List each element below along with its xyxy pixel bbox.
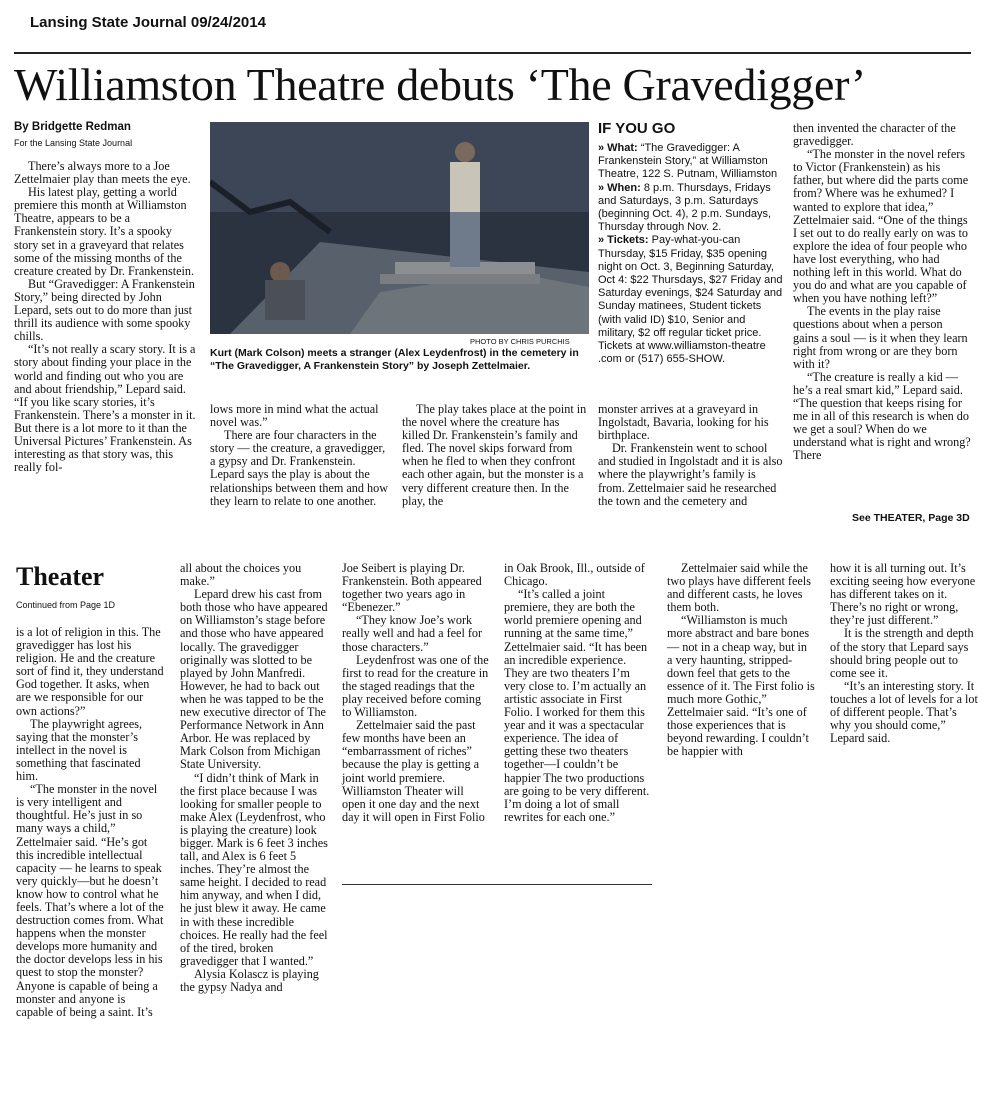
paragraph: “Williamston is much more abstract and bare bones — not in a cheap way, but in a very haunting, stripped-down feel that gets to the essence of it. The First folio is much more Gothic,” Zettelmaier said. “It’s one of those experiences that is beyond rewarding. I couldn’t be happier with [667, 613, 815, 759]
paragraph: The events in the play raise questions about when a person gains a soul — is it when they learn right from wrong or are they born with it? [793, 304, 968, 371]
paragraph: Alysia Kolascz is playing the gypsy Nadya and [180, 966, 319, 994]
article-column-5 [793, 122, 971, 462]
paragraph: monster arrives at a graveyard in Ingolstadt, Bavaria, looking for his birthplace. [598, 402, 769, 443]
paragraph: The play takes place at the point in the novel where the creature has killed Dr. Frankenstein’s family and fled. The novel skips forward from when he fled to when they confront each other again, but the monster is a very different creature then. In the play, the [402, 402, 587, 508]
paragraph: in Oak Brook, Ill., outside of Chicago. [504, 561, 645, 589]
stage-scene-image [210, 122, 589, 334]
paragraph: all about the choices you make.” [180, 561, 302, 589]
tickets-info: » Tickets: Pay-what-you-can Thursday, $15 Friday, $35 opening night on Oct. 3, Beginning Saturday, Oct 4: $22 Thursdays, $27 Friday and Saturday evenings, $24 Saturday and Sunday matinees, Student tickets (with valid ID) $10, Senior and military, $2 off regular ticket price. Tickets at www.williamston-theatre .com or (517) 655-SHOW. [598, 234, 783, 366]
byline: By Bridgette Redman [14, 121, 131, 133]
continued-column-1 [16, 626, 164, 1019]
paragraph: “It’s not really a scary story. It is a story about finding your place in the world and finding out who you are and about friendship,” Lepard said. “If you like scary stories, it’s Frankenstein. There’s a monster in it. But there is a lot more to it than the Universal Pictures’ Frankenstein. As interesting as that story was, this really fol- [14, 342, 196, 475]
paragraph: “The creature is really a kid — he’s a real smart kid,” Lepard said. “The question that keeps rising for me in all of this research is when do we get a soul? When do we understand what is right and wrong? There [793, 369, 971, 463]
article-column-3 [402, 403, 588, 508]
section-divider [342, 884, 652, 885]
paragraph: There’s always more to a Joe Zettelmaier play than meets the eye. [14, 159, 191, 187]
continued-line: Continued from Page 1D [16, 600, 116, 610]
theater-photo [210, 122, 589, 334]
when-info: » When: 8 p.m. Thursdays, Fridays and Saturdays, 3 p.m. Saturdays (beginning Oct. 4), 2 p.m. Sundays, Thursday through Nov. 2. [598, 181, 772, 234]
photo-caption: Kurt (Mark Colson) meets a stranger (Alex Leydenfrost) in the cemetery in “The Gravedigger, A Frankenstein Story” by Joseph Zettelmaier. [210, 347, 579, 372]
paragraph: His latest play, getting a world premiere this month at Williamston Theatre, appears to be a Frankenstein story. It’s a spooky story set in a graveyard that relates some of the missing months of the creature created by Dr. Frankenstein. [14, 185, 195, 278]
paragraph: The playwright agrees, saying that the monster’s intellect in the novel is something that fascinated him. [16, 716, 143, 784]
if-you-go-box [598, 120, 785, 366]
what-info: » What: “The Gravedigger: A Frankenstein Story,” at Williamston Theatre, 122 S. Putnam, Williamston [598, 142, 778, 181]
paragraph: Dr. Frankenstein went to school and studied in Ingolstadt and it is also where the playwright’s family is from. Zettelmaier said he researched the town and the cemetery and [598, 441, 783, 508]
continued-column-5 [667, 562, 815, 758]
dateline: Lansing State Journal 09/24/2014 [30, 14, 266, 31]
paragraph: then invented the character of the gravedigger. [793, 121, 956, 149]
photo-credit: PHOTO BY CHRIS PURCHIS [470, 337, 570, 346]
byline-credit: For the Lansing State Journal [14, 138, 133, 148]
paragraph: But “Gravedigger: A Frankenstein Story,” being directed by John Lepard, sets out to do more than just thrill its audience with some spooky chills. [14, 276, 195, 344]
article-column-1 [14, 160, 196, 474]
header-rule [14, 52, 971, 54]
paragraph: It is the strength and depth of the story that Lepard says should bring people out to come see it. [830, 626, 974, 680]
paragraph: lows more in mind what the actual novel was.” [210, 402, 379, 430]
paragraph: is a lot of religion in this. The gravedigger has lost his religion. He and the creature sort of find it, they understand God together. It asks, when are we responsible for our own actions?” [16, 625, 164, 718]
paragraph: how it is all turning out. It’s exciting seeing how everyone has different takes on it. There’s no right or wrong, they’re just different.” [830, 561, 976, 628]
paragraph: There are four characters in the story — the creature, a gravedigger, a gypsy and Dr. Frankenstein. Lepard says the play is about the relationships between them and how they learn to relate to one another. [210, 428, 389, 508]
jump-line: See THEATER, Page 3D [852, 512, 970, 524]
theater-heading: Theater [16, 562, 105, 591]
continued-column-4 [504, 562, 652, 824]
paragraph: “The monster in the novel is very intelligent and thoughtful. He’s just in so many ways a child,” Zettelmaier said. “He’s got this incredible intellectual capacity — he learns to speak very quickly—but he doesn’t know how to control what he feels. That’s where a lot of the destruction comes from. What happens when the monster develops more humanity and the doctor develops less in his quest to stop the monster? Anyone is capable of being a monster and anyone is capable of being a saint. It’s [16, 782, 164, 1019]
paragraph: “I didn’t think of Mark in the first place because I was looking for smaller people to make Alex (Leydenfrost, who is playing the creature) look bigger. Mark is 6 feet 3 inches tall, and Alex is 6 feet 5 inches. They’re almost the same height. I decided to read him anyway, and when I did, he just blew it away. He came in with these incredible choices. He really had the feel of the tired, broken gravedigger that I wanted.” [180, 770, 328, 968]
paragraph: “It’s called a joint premiere, they are both the world premiere opening and running at the same time,” Zettelmaier said. “It has been an incredible experience. They are two theaters I’m very close to. I’m actually an artistic associate in First Folio. I worked for them this year and it was a spectacular experience. The idea of getting these two theaters together—I couldn’t be happier The two productions are going to be very different. I’m doing a lot of small rewrites for each one.” [504, 587, 650, 824]
paragraph: “They know Joe’s work really well and had a feel for those characters.” [342, 613, 483, 654]
paragraph: Leydenfrost was one of the first to read for the creature in the staged readings that the play received before coming to Williamston. [342, 652, 489, 720]
headline: Williamston Theatre debuts ‘The Gravedigger’ [14, 59, 866, 110]
continued-column-2 [180, 562, 328, 994]
paragraph: Zettelmaier said while the two plays have different feels and different casts, he loves them both. [667, 561, 811, 615]
if-you-go-title: IF YOU GO [598, 120, 676, 137]
continued-column-6 [830, 562, 978, 745]
paragraph: Zettelmaier said the past few months have been an “embarrassment of riches” because the play is getting a joint world premiere. Williamston Theater will open it one day and the next day it will open in First Folio [342, 718, 485, 824]
continued-column-3 [342, 562, 490, 824]
paragraph: Joe Seibert is playing Dr. Frankenstein. Both appeared together two years ago in “Ebenezer.” [342, 561, 482, 615]
article-column-2 [210, 403, 392, 508]
article-column-4 [598, 403, 784, 508]
paragraph: “The monster in the novel refers to Victor (Frankenstein) as his father, but where did the parts come from? Where was he exhumed? I wanted to explore that idea,” Zettelmaier said. “One of the things I set out to do really early on was to explore the idea of four people who have lost everything, who had nothing left in this world. What do you do and what are you capable of when you have nothing left?” [793, 147, 969, 306]
paragraph: “It’s an interesting story. It touches a lot of levels for a lot of different people. That’s why you should come,” Lepard said. [830, 678, 978, 746]
paragraph: Lepard drew his cast from both those who have appeared on Williamston’s stage before and those who have appeared locally. The gravedigger originally was slotted to be played by John Manfredi. However, he had to back out when he was tapped to be the new executive director of The Performance Network in Ann Arbor. He was replaced by Mark Colson from Michigan State University. [180, 587, 328, 772]
